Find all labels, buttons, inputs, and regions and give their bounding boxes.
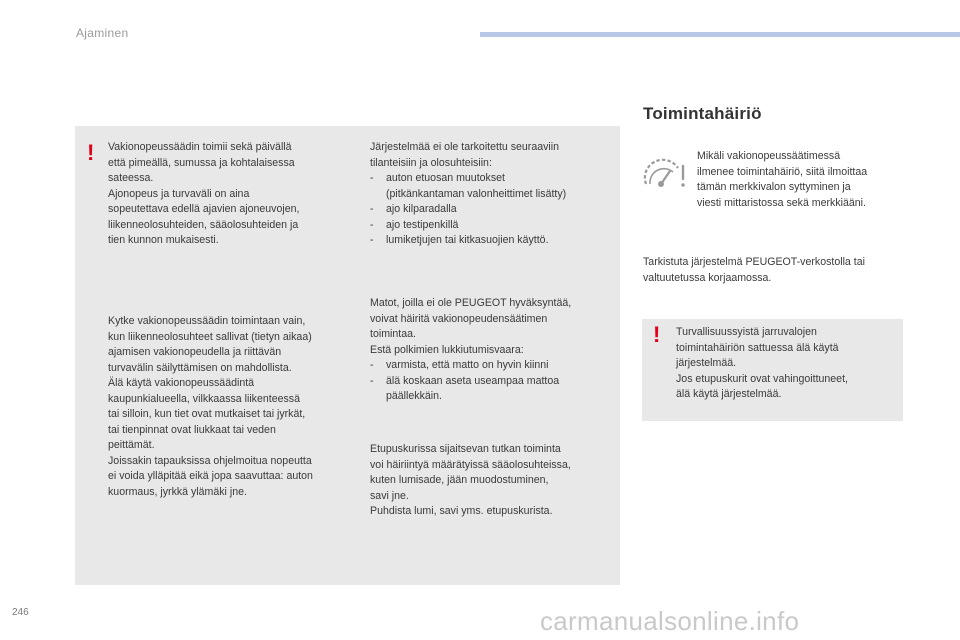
check-text: Tarkistuta järjestelmä PEUGEOT-verkostolla tai valtuutetussa korjaamossa.	[643, 256, 865, 284]
list-item	[370, 233, 615, 249]
list-dash: -	[370, 234, 374, 246]
section-title: Toimintahäiriö	[643, 104, 762, 123]
warning-icon: !	[653, 322, 661, 347]
list-item	[370, 374, 615, 405]
usage-paragraph: Kytke vakionopeussäädin toimintaan vain, kun liikenneolosuhteet sallivat (tietyn aikaa) ajamisen vakionopeudella ja riittävän turvavälin säilyttämisen on mahdollista. Älä käytä vakionopeussäädintä kaupunkialueella, vilkkaassa liikenteessä tai silloin, kun tiet ovat mutkaiset tai jyrkät, tai tienpinnat ovat liukkaat tai veden peittämät. Joissakin tapauksissa ohjelmoitua nopeutta ei voida ylläpitää eikä jopa saavuttaa: auton kuormaus, jyrkkä ylämäki jne.	[108, 315, 313, 498]
warning-box-content	[676, 325, 898, 403]
check-paragraph	[643, 255, 908, 286]
indicator-text: Mikäli vakionopeussäätimessä ilmenee toimintahäiriö, siitä ilmoittaa tämän merkkivalon syttyminen ja viesti mittaristossa sekä merkkiääni.	[697, 150, 868, 209]
list-dash: -	[370, 359, 374, 371]
list-item-text: varmista, että matto on hyvin kiinni	[386, 359, 549, 371]
column-1	[108, 140, 353, 249]
list-item	[370, 171, 615, 202]
column-2-block-2	[370, 296, 615, 405]
floor-mat-intro: Matot, joilla ei ole PEUGEOT hyväksyntää, voivat häiritä vakionopeudensäätimen toimintaa. Estä polkimien lukkiutumisvaara:	[370, 297, 572, 356]
list-item-text: älä koskaan aseta useampaa mattoa päällekkäin.	[386, 374, 560, 402]
column-1-paragraph	[108, 314, 353, 500]
list-dash: -	[370, 203, 374, 215]
column-2-block-3	[370, 442, 615, 520]
header-bar	[480, 32, 960, 37]
warning-icon: !	[87, 140, 95, 165]
cruise-control-fault-icon	[640, 154, 692, 194]
indicator-description	[697, 149, 907, 211]
list-item-text: lumiketjujen tai kitkasuojien käyttö.	[386, 234, 549, 246]
warning-box-text: Turvallisuussyistä jarruvalojen toimintahäiriön sattuessa älä käytä järjestelmää. Jos etupuskurit ovat vahingoittuneet, älä käytä järjestelmää.	[676, 326, 848, 400]
list-item	[370, 218, 615, 234]
list-item-text: ajo kilparadalla	[386, 203, 457, 215]
page-number: 246	[12, 607, 29, 618]
list-dash: -	[370, 374, 374, 387]
list-item-text: auton etuosan muutokset (pitkänkantaman valonheittimet lisätty)	[386, 172, 567, 200]
section-label: Ajaminen	[76, 26, 129, 40]
column-2-block-1	[370, 140, 615, 249]
list-item	[370, 358, 615, 374]
watermark: carmanualsonline.info	[540, 606, 800, 636]
list-item	[370, 202, 615, 218]
limitations-intro: Järjestelmää ei ole tarkoitettu seuraaviin tilanteisiin ja olosuhteisiin:	[370, 141, 560, 169]
list-dash: -	[370, 172, 374, 184]
warning-paragraph: Vakionopeussäädin toimii sekä päivällä että pimeällä, sumussa ja kohtalaisessa sateessa. Ajonopeus ja turvaväli on aina sopeutettava edellä ajavien ajoneuvojen, liikenneolosuhteiden, sääolosuhteiden ja tien kunnon mukaisesti.	[108, 141, 300, 246]
radar-paragraph: Etupuskurissa sijaitsevan tutkan toiminta voi häiriintyä määrätyissä sääolosuhteissa, kuten lumisade, jään muodostuminen, savi jne. Puhdista lumi, savi yms. etupuskurista.	[370, 443, 571, 517]
list-dash: -	[370, 218, 374, 231]
list-item-text: ajo testipenkillä	[386, 218, 459, 231]
